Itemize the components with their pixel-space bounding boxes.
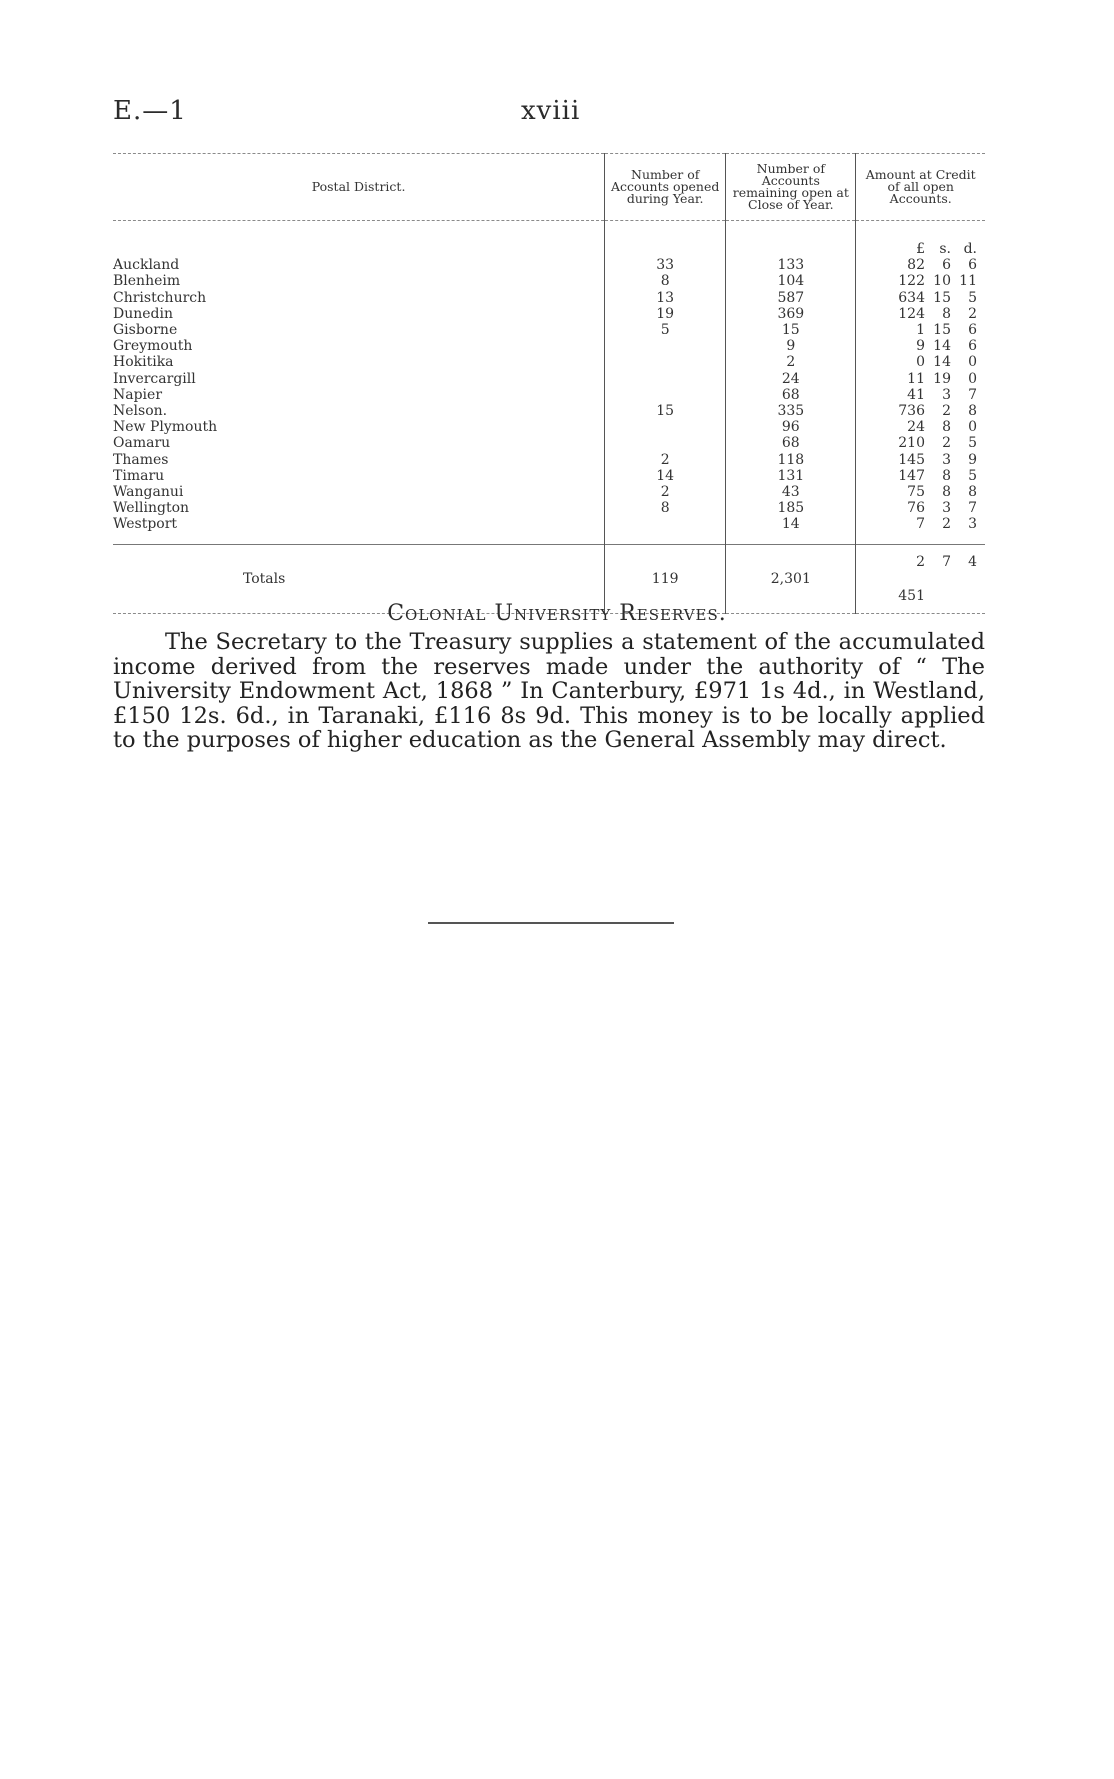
- amount-pounds: 7: [916, 516, 925, 533]
- amount-pence: 8: [968, 402, 977, 419]
- table-row: [113, 273, 985, 289]
- table-row: [113, 354, 985, 370]
- district-name: Dunedin: [113, 305, 173, 322]
- amount-shillings: 3: [942, 386, 951, 403]
- accounts-remaining: 118: [726, 451, 856, 467]
- page-identifier: E.—1: [113, 96, 187, 126]
- accounts-opened: 8: [605, 273, 726, 289]
- accounts-opened: [605, 354, 726, 370]
- table-row: [113, 435, 985, 451]
- accounts-remaining: 587: [726, 290, 856, 306]
- closing-rule: [428, 922, 674, 924]
- col-header-postal-district: Postal District.: [113, 154, 605, 221]
- district-name: Blenheim: [113, 273, 181, 290]
- table-row: [113, 371, 985, 387]
- amount-shillings: 2: [942, 516, 951, 533]
- amount-pounds: 24: [907, 419, 925, 436]
- amount-pounds: 41: [907, 386, 925, 403]
- amount-pence: 8: [968, 483, 977, 500]
- accounts-remaining: 68: [726, 387, 856, 403]
- accounts-remaining: 104: [726, 273, 856, 289]
- amount-pence: 5: [968, 435, 977, 452]
- amount-shillings: 8: [942, 419, 951, 436]
- table-row: [113, 322, 985, 338]
- accounts-opened: 8: [605, 500, 726, 516]
- accounts-opened: 2: [605, 451, 726, 467]
- district-name: Hokitika: [113, 354, 174, 371]
- amount-pence: 0: [968, 370, 977, 387]
- amount-shillings: 8: [942, 305, 951, 322]
- amount-shillings: 2: [942, 402, 951, 419]
- accounts-opened: 33: [605, 257, 726, 273]
- accounts-opened: 19: [605, 306, 726, 322]
- accounts-opened: [605, 371, 726, 387]
- accounts-remaining: 96: [726, 419, 856, 435]
- amount-pounds: 82: [907, 257, 925, 274]
- district-name: Invercargill: [113, 370, 196, 387]
- table-row: [113, 419, 985, 435]
- accounts-opened: [605, 338, 726, 354]
- col-header-accounts-opened: Number of Accounts opened during Year.: [605, 154, 726, 221]
- amount-pounds: 75: [907, 483, 925, 500]
- amount-pence: 2: [968, 305, 977, 322]
- col-header-amount-credit: Amount at Credit of all open Accounts.: [856, 154, 985, 221]
- amount-shillings: 10: [933, 273, 951, 290]
- table-row: [113, 468, 985, 484]
- table-row: [113, 403, 985, 419]
- amount-shillings: 2: [942, 435, 951, 452]
- totals-pounds: 2 451: [898, 554, 925, 605]
- accounts-opened: 13: [605, 290, 726, 306]
- table-row: [113, 290, 985, 306]
- page-number: xviii: [521, 96, 581, 126]
- accounts-opened: [605, 419, 726, 435]
- amount-shillings: 15: [933, 289, 951, 306]
- totals-pence: 4: [968, 554, 977, 571]
- table-row: [113, 257, 985, 273]
- amount-pence: 6: [968, 322, 977, 339]
- amount-shillings: 14: [933, 338, 951, 355]
- accounts-opened: [605, 387, 726, 403]
- postal-district-accounts-table: [113, 153, 985, 614]
- amount-pence: 6: [968, 257, 977, 274]
- body-paragraph: The Secretary to the Treasury supplies a statement of the accumulated income derived from the reserves made under the authority of “ The University Endowment Act, 1868 ” In Canterbury, £971 1s 4d., in Westland, £150 12s. 6d., in Taranaki, £116 8s 9d. This money is to be locally applied to the purposes of higher education as the General Assembly may direct.: [113, 629, 985, 753]
- table-header-row: [113, 154, 985, 221]
- amount-pounds: 9: [916, 338, 925, 355]
- totals-remaining: 2,301: [726, 545, 856, 614]
- district-name: New Plymouth: [113, 419, 218, 436]
- accounts-remaining: 369: [726, 306, 856, 322]
- table-row: [113, 306, 985, 322]
- amount-pence: 9: [968, 451, 977, 468]
- district-name: Greymouth: [113, 338, 193, 355]
- accounts-opened: 2: [605, 484, 726, 500]
- totals-shillings: 7: [942, 554, 951, 571]
- section-title: Colonial University Reserves.: [387, 601, 727, 626]
- amount-pence: 5: [968, 467, 977, 484]
- shillings-unit-label: s.: [939, 241, 951, 258]
- amount-shillings: 3: [942, 451, 951, 468]
- amount-pence: 6: [968, 338, 977, 355]
- amount-shillings: 19: [933, 370, 951, 387]
- amount-pounds: 210: [898, 435, 925, 452]
- district-name: Timaru: [113, 467, 165, 484]
- district-name: Napier: [113, 386, 163, 403]
- amount-pence: 0: [968, 354, 977, 371]
- amount-pence: 3: [968, 516, 977, 533]
- amount-pounds: 122: [898, 273, 925, 290]
- amount-pounds: 634: [898, 289, 925, 306]
- district-name: Nelson.: [113, 402, 168, 419]
- amount-shillings: 6: [942, 257, 951, 274]
- district-name: Wanganui: [113, 483, 184, 500]
- accounts-remaining: 9: [726, 338, 856, 354]
- accounts-remaining: 15: [726, 322, 856, 338]
- table-row: [113, 387, 985, 403]
- amount-shillings: 14: [933, 354, 951, 371]
- amount-pence: 5: [968, 289, 977, 306]
- district-name: Oamaru: [113, 435, 171, 452]
- district-name: Christchurch: [113, 289, 207, 306]
- spacer-row: [113, 221, 985, 242]
- accounts-opened: [605, 516, 726, 532]
- amount-shillings: 8: [942, 467, 951, 484]
- amount-pounds: 76: [907, 500, 925, 517]
- accounts-remaining: 131: [726, 468, 856, 484]
- col-header-accounts-remaining: Number of Accounts remaining open at Close of Year.: [726, 154, 856, 221]
- district-name: Thames: [113, 451, 169, 468]
- totals-opened: 119: [605, 545, 726, 614]
- accounts-opened: 15: [605, 403, 726, 419]
- accounts-remaining: 24: [726, 371, 856, 387]
- table-row: [113, 500, 985, 516]
- accounts-opened: 14: [605, 468, 726, 484]
- amount-pounds: 0: [916, 354, 925, 371]
- accounts-opened: [605, 435, 726, 451]
- totals-label: Totals: [243, 571, 286, 588]
- accounts-remaining: 68: [726, 435, 856, 451]
- district-name: Auckland: [113, 257, 180, 274]
- amount-pounds: 147: [898, 467, 925, 484]
- district-name: Gisborne: [113, 322, 178, 339]
- amount-pounds: 1: [916, 322, 925, 339]
- amount-pounds: 145: [898, 451, 925, 468]
- accounts-remaining: 133: [726, 257, 856, 273]
- spacer-row: [113, 532, 985, 545]
- table-row: [113, 338, 985, 354]
- amount-pounds: 736: [898, 402, 925, 419]
- amount-pence: 0: [968, 419, 977, 436]
- amount-pounds: 124: [898, 305, 925, 322]
- table-row: [113, 516, 985, 532]
- table-row: [113, 451, 985, 467]
- amount-pence: 11: [959, 273, 977, 290]
- amount-pence: 7: [968, 386, 977, 403]
- accounts-remaining: 2: [726, 354, 856, 370]
- pounds-unit-label: £: [916, 241, 925, 258]
- district-name: Wellington: [113, 500, 190, 517]
- amount-pence: 7: [968, 500, 977, 517]
- amount-shillings: 8: [942, 483, 951, 500]
- currency-units-row: [113, 241, 985, 257]
- pence-unit-label: d.: [963, 241, 977, 258]
- amount-pounds: 11: [907, 370, 925, 387]
- accounts-remaining: 335: [726, 403, 856, 419]
- accounts-remaining: 43: [726, 484, 856, 500]
- accounts-remaining: 14: [726, 516, 856, 532]
- district-name: Westport: [113, 516, 178, 533]
- amount-shillings: 15: [933, 322, 951, 339]
- accounts-remaining: 185: [726, 500, 856, 516]
- accounts-opened: 5: [605, 322, 726, 338]
- amount-shillings: 3: [942, 500, 951, 517]
- table-row: [113, 484, 985, 500]
